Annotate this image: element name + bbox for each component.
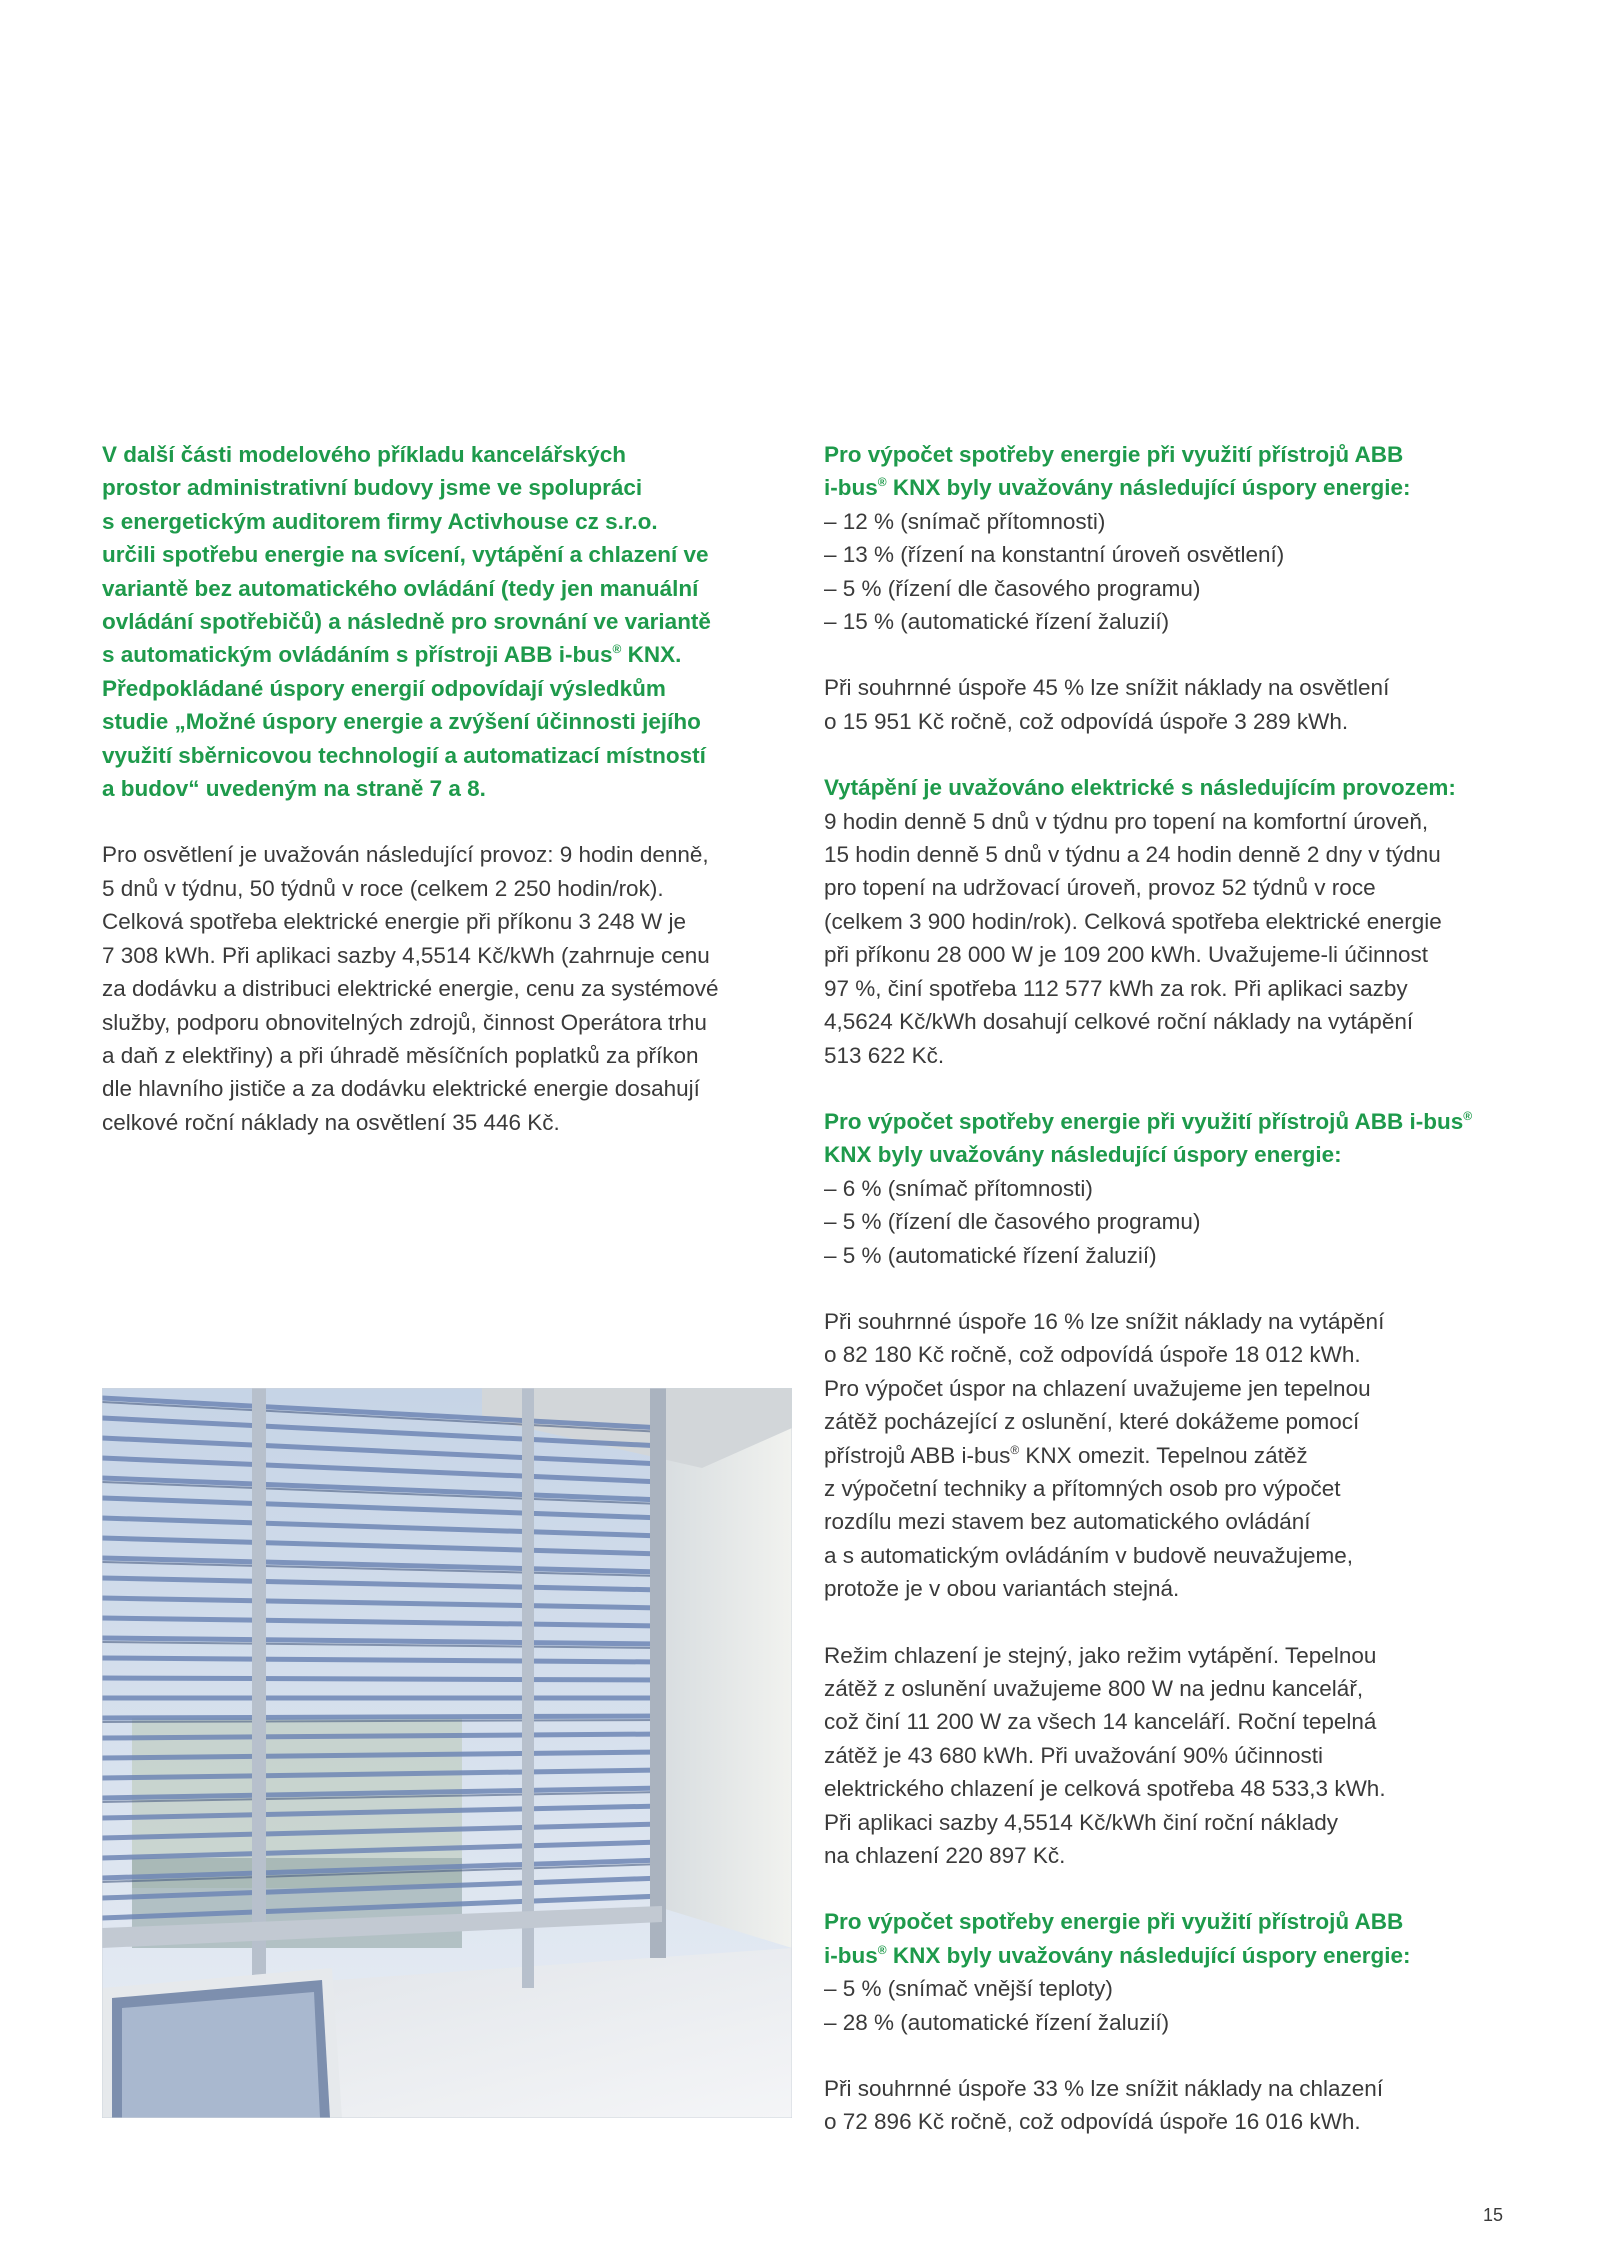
intro-line-abb (102, 638, 792, 671)
intro-line: ovládání spotřebičů) a následně pro srovnání ve variantě (102, 609, 711, 635)
result-line: Při souhrnné úspoře 33 % lze snížit náklady na chlazení (824, 2076, 1384, 2102)
result-line: o 15 951 Kč ročně, což odpovídá úspoře 3 289 kWh. (824, 708, 1349, 734)
cooling-line: zátěž z oslunění uvažujeme 800 W na jednu kancelář, (824, 1676, 1364, 1701)
lighting-line: dle hlavního jističe a za dodávku elektrické energie dosahují (102, 1076, 700, 1102)
heading-pre: i-bus (824, 475, 878, 501)
section-heading (824, 471, 1514, 504)
result-line: a s automatickým ovládáním v budově neuvažujeme, (824, 1542, 1354, 1568)
intro-line: s energetickým auditorem firmy Activhouse cz s.r.o. (102, 508, 658, 534)
cooling-result (824, 2072, 1514, 2139)
intro-line: a budov“ uvedeným na straně 7 a 8. (102, 776, 486, 802)
cooling-line: Režim chlazení je stejný, jako režim vytápění. Tepelnou (824, 1642, 1377, 1668)
lighting-line: celkové roční náklady na osvětlení 35 446 Kč. (102, 1109, 560, 1135)
heating-line: pro topení na udržovací úroveň, provoz 52 týdnů v roce (824, 875, 1376, 901)
cooling-section (824, 1639, 1514, 1873)
section-heading: Pro výpočet spotřeby energie při využití přístrojů ABB (824, 442, 1404, 467)
result-line: rozdílu mezi stavem bez automatického ovládání (824, 1509, 1311, 1535)
heating-line: 15 hodin denně 5 dnů v týdnu a 24 hodin denně 2 dny v týdnu (824, 842, 1441, 868)
registered-mark: ® (612, 642, 622, 657)
savings-item: – 13 % (řízení na konstantní úroveň osvětlení) (824, 542, 1285, 568)
section-heading (824, 1939, 1514, 1972)
intro-abb-pre: s automatickým ovládáním s přístroji ABB i-bus (102, 642, 613, 668)
section-heading: KNX byly uvažovány následující úspory energie: (824, 1142, 1342, 1168)
registered-mark: ® (877, 1942, 887, 1957)
cooling-line: elektrického chlazení je celková spotřeba 48 533,3 kWh. (824, 1776, 1386, 1802)
savings-item: – 5 % (řízení dle časového programu) (824, 575, 1201, 601)
heating-line: 9 hodin denně 5 dnů v týdnu pro topení na komfortní úroveň, (824, 808, 1429, 834)
window-blinds-illustration (102, 1388, 792, 2118)
page-number: 15 (1483, 2205, 1504, 2225)
intro-abb-post: KNX. (621, 642, 682, 668)
heating-section (824, 771, 1514, 1072)
intro-paragraph (102, 438, 792, 805)
savings-item: – 6 % (snímač přítomnosti) (824, 1175, 1093, 1201)
result-line: Pro výpočet úspor na chlazení uvažujeme jen tepelnou (824, 1375, 1371, 1401)
right-column (824, 438, 1514, 2172)
lighting-line: Pro osvětlení je uvažován následující provoz: 9 hodin denně, (102, 842, 709, 868)
intro-line: V další části modelového příkladu kancelářských (102, 442, 626, 467)
savings-item: – 5 % (automatické řízení žaluzií) (824, 1242, 1157, 1268)
intro-line: variantě bez automatického ovládání (tedy jen manuální (102, 575, 699, 601)
result-line: Při souhrnné úspoře 16 % lze snížit náklady na vytápění (824, 1308, 1385, 1334)
result-line: zátěž pocházející z oslunění, které dokážeme pomocí (824, 1409, 1360, 1435)
abb-pre: přístrojů ABB i-bus (824, 1442, 1011, 1468)
heating-savings-section (824, 1105, 1514, 1272)
result-line: z výpočetní techniky a přítomných osob pro výpočet (824, 1475, 1341, 1501)
cooling-line: Při aplikaci sazby 4,5514 Kč/kWh činí roční náklady (824, 1809, 1338, 1835)
savings-item: – 12 % (snímač přítomnosti) (824, 508, 1106, 534)
result-line: o 82 180 Kč ročně, což odpovídá úspoře 18 012 kWh. (824, 1342, 1361, 1368)
intro-line: využití sběrnicovou technologií a automatizací místností (102, 742, 706, 768)
heating-result (824, 1305, 1514, 1606)
intro-line: prostor administrativní budovy jsme ve spolupráci (102, 475, 643, 501)
section-heading (824, 1105, 1514, 1138)
heading-post: KNX byly uvažovány následující úspory energie: (886, 475, 1411, 501)
heating-line: (celkem 3 900 hodin/rok). Celková spotřeba elektrické energie (824, 908, 1442, 934)
registered-mark: ® (1463, 1108, 1473, 1123)
intro-line: studie „Možné úspory energie a zvýšení účinnosti jejího (102, 709, 701, 735)
lighting-savings-section (824, 438, 1514, 638)
lighting-line: a daň z elektřiny) a při úhradě měsíčních poplatků za příkon (102, 1042, 699, 1068)
section-heading: Vytápění je uvažováno elektrické s následujícím provozem: (824, 775, 1456, 801)
lighting-paragraph (102, 838, 792, 1139)
heating-line: při příkonu 28 000 W je 109 200 kWh. Uvažujeme-li účinnost (824, 942, 1429, 968)
left-column (102, 438, 792, 1172)
result-line: protože je v obou variantách stejná. (824, 1576, 1180, 1602)
office-blinds-photo (102, 1388, 792, 2118)
cooling-line: zátěž je 43 680 kWh. Při uvažování 90% účinnosti (824, 1742, 1324, 1768)
result-line: o 72 896 Kč ročně, což odpovídá úspoře 16 016 kWh. (824, 2109, 1361, 2135)
lighting-line: Celková spotřeba elektrické energie při příkonu 3 248 W je (102, 909, 687, 935)
heating-line: 513 622 Kč. (824, 1042, 945, 1068)
lighting-line: 7 308 kWh. Při aplikaci sazby 4,5514 Kč/kWh (zahrnuje cenu (102, 942, 710, 968)
savings-item: – 5 % (řízení dle časového programu) (824, 1209, 1201, 1235)
cooling-line: což činí 11 200 W za všech 14 kanceláří. Roční tepelná (824, 1709, 1377, 1735)
heading-post: KNX byly uvažovány následující úspory energie: (886, 1942, 1411, 1968)
lighting-result (824, 671, 1514, 738)
result-line-abb (824, 1439, 1514, 1472)
registered-mark: ® (877, 475, 887, 490)
heating-line: 4,5624 Kč/kWh dosahují celkové roční náklady na vytápění (824, 1009, 1414, 1035)
registered-mark: ® (1010, 1442, 1020, 1457)
intro-line: určili spotřebu energie na svícení, vytápění a chlazení ve (102, 542, 709, 568)
abb-post: KNX omezit. Tepelnou zátěž (1019, 1442, 1308, 1468)
cooling-savings-section (824, 1905, 1514, 2039)
heading-pre: i-bus (824, 1942, 878, 1968)
heating-line: 97 %, činí spotřeba 112 577 kWh za rok. Při aplikaci sazby (824, 975, 1408, 1001)
lighting-line: 5 dnů v týdnu, 50 týdnů v roce (celkem 2 250 hodin/rok). (102, 875, 664, 901)
lighting-line: služby, podporu obnovitelných zdrojů, činnost Operátora trhu (102, 1009, 707, 1035)
result-line: Při souhrnné úspoře 45 % lze snížit náklady na osvětlení (824, 675, 1390, 701)
savings-item: – 15 % (automatické řízení žaluzií) (824, 609, 1170, 635)
lighting-line: za dodávku a distribuci elektrické energie, cenu za systémové (102, 976, 719, 1002)
cooling-line: na chlazení 220 897 Kč. (824, 1843, 1066, 1869)
savings-item: – 28 % (automatické řízení žaluzií) (824, 2009, 1170, 2035)
heading-pre: Pro výpočet spotřeby energie při využití přístrojů ABB i-bus (824, 1108, 1464, 1134)
section-heading: Pro výpočet spotřeby energie při využití přístrojů ABB (824, 1909, 1404, 1935)
savings-item: – 5 % (snímač vnější teploty) (824, 1976, 1113, 2002)
intro-line: Předpokládané úspory energií odpovídají výsledkům (102, 675, 666, 701)
